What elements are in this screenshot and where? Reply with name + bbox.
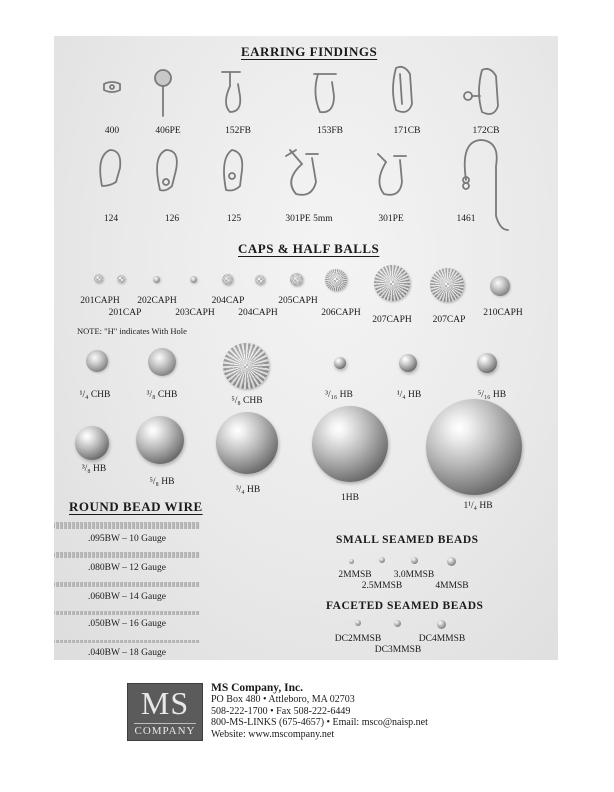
- half-ball-image: [136, 416, 184, 464]
- earring-label: 171CB: [393, 126, 421, 136]
- screw-back-earring-image: [218, 66, 248, 116]
- faceted-bead-image: [437, 620, 446, 629]
- half-ball-image: [148, 348, 176, 376]
- cap-image: [190, 276, 197, 283]
- cap-label: 203CAPH: [175, 308, 215, 318]
- cap-image: [374, 265, 410, 301]
- half-ball-image: [477, 353, 497, 373]
- half-ball-label: ³/₈ CHB: [146, 390, 178, 400]
- half-ball-label: 1¹/₄ HB: [463, 501, 493, 511]
- company-logo: [127, 683, 203, 741]
- company-phone: 508-222-1700 • Fax 508-222-6449: [211, 705, 351, 717]
- bead-wire-label: .060BW – 14 Gauge: [88, 592, 166, 602]
- company-info: [211, 683, 428, 740]
- faceted-bead-image: [394, 620, 401, 627]
- bead-wire-label: .040BW – 18 Gauge: [88, 648, 166, 658]
- cap-image: [222, 274, 233, 285]
- kidney-wire-2-image: [152, 146, 182, 194]
- cap-label: 201CAP: [108, 308, 142, 318]
- section-title-earring-findings: EARRING FINDINGS: [241, 44, 378, 59]
- half-ball-image: [426, 399, 522, 495]
- faceted-bead-label: DC2MMSB: [334, 634, 382, 644]
- cap-label: 207CAP: [432, 315, 466, 325]
- half-ball-label: ¹/₄ HB: [396, 390, 422, 400]
- cap-image: [290, 273, 303, 286]
- earring-label: 172CB: [472, 126, 500, 136]
- half-ball-image: [216, 412, 278, 474]
- seamed-bead-image: [379, 557, 385, 563]
- faceted-bead-label: DC3MMSB: [374, 645, 422, 655]
- clip-back-earring-image: [388, 64, 418, 116]
- clip-back-earring-2-image: [462, 66, 502, 118]
- company-tollfree-email[interactable]: 800-MS-LINKS (675-4657) • Email: msco@naisp.net: [211, 717, 428, 729]
- logo-company: COMPANY: [134, 725, 196, 737]
- seamed-bead-image: [447, 557, 456, 566]
- half-ball-image: [86, 350, 108, 372]
- earring-label: 301PE 5mm: [285, 214, 333, 224]
- earring-label: 400: [104, 126, 120, 136]
- bead-wire-image: [54, 552, 200, 558]
- faceted-bead-image: [355, 620, 361, 626]
- cap-image: [490, 276, 510, 296]
- bead-wire-image: [54, 582, 200, 587]
- section-title-small-seamed-beads: SMALL SEAMED BEADS: [336, 534, 479, 546]
- half-ball-image: [334, 357, 346, 369]
- cap-label: 202CAPH: [137, 296, 177, 306]
- earring-label: 406PE: [155, 126, 181, 136]
- cap-label: 204CAPH: [238, 308, 278, 318]
- half-ball-label: 1HB: [341, 493, 359, 503]
- company-website[interactable]: Website: www.mscompany.net: [211, 728, 335, 740]
- kidney-wire-image: [96, 146, 126, 190]
- seamed-bead-label: 2MMSB: [338, 570, 372, 580]
- cap-image: [430, 268, 464, 302]
- cap-label: 205CAPH: [278, 296, 318, 306]
- section-title-round-bead-wire: ROUND BEAD WIRE: [69, 499, 203, 514]
- half-ball-label: ⁵/₈ HB: [149, 477, 175, 487]
- cap-label: 204CAP: [211, 296, 245, 306]
- earring-label: 152FB: [225, 126, 251, 136]
- earring-label: 1461: [456, 214, 476, 224]
- seamed-bead-label: 4MMSB: [435, 581, 469, 591]
- bead-wire-image: [54, 522, 200, 529]
- half-ball-image: [75, 426, 109, 460]
- earring-label: 124: [103, 214, 119, 224]
- half-ball-label: ⁵/₈ CHB: [231, 396, 263, 406]
- cap-image: [117, 275, 125, 283]
- half-ball-image: [223, 343, 269, 389]
- bead-wire-label: .080BW – 12 Gauge: [88, 563, 166, 573]
- half-ball-label: ³/₄ HB: [235, 485, 261, 495]
- earring-label: 153FB: [317, 126, 343, 136]
- kidney-wire-3-image: [218, 146, 248, 194]
- screw-back-earring-2-image: [310, 68, 340, 118]
- half-ball-label: ¹/₄ CHB: [79, 390, 111, 400]
- bead-wire-label: .050BW – 16 Gauge: [88, 619, 166, 629]
- half-ball-label: ³/₈ HB: [81, 464, 107, 474]
- section-title-faceted-seamed-beads: FACETED SEAMED BEADS: [326, 600, 484, 612]
- company-address: PO Box 480 • Attleboro, MA 02703: [211, 694, 355, 706]
- earring-label: 301PE: [378, 214, 404, 224]
- earring-label: 126: [164, 214, 180, 224]
- lever-back-image: [282, 146, 326, 198]
- faceted-bead-label: DC4MMSB: [418, 634, 466, 644]
- seamed-bead-image: [411, 557, 418, 564]
- cap-label: 207CAPH: [372, 315, 412, 325]
- section-title-caps-half-balls: CAPS & HALF BALLS: [238, 241, 380, 256]
- bead-wire-label: .095BW – 10 Gauge: [88, 534, 166, 544]
- cap-image: [255, 275, 265, 285]
- cap-label: 210CAPH: [483, 308, 523, 318]
- seamed-bead-label: 3.0MMSB: [393, 570, 435, 580]
- cap-image: [325, 269, 347, 291]
- company-name: MS Company, Inc.: [211, 682, 304, 694]
- cap-image: [153, 276, 160, 283]
- lever-back-2-image: [372, 150, 412, 198]
- post-ball-earring-image: [152, 68, 176, 118]
- half-ball-label: ³/₁₆ HB: [325, 390, 353, 400]
- logo-ms: MS: [140, 685, 190, 721]
- cap-image: [94, 274, 103, 283]
- bead-wire-image: [54, 640, 200, 643]
- earring-back-image: [102, 80, 122, 94]
- seamed-bead-label: 2.5MMSB: [361, 581, 403, 591]
- seamed-bead-image: [349, 559, 354, 564]
- cap-label: 201CAPH: [80, 296, 120, 306]
- bead-wire-image: [54, 611, 200, 615]
- earring-label: 125: [226, 214, 242, 224]
- half-ball-image: [399, 354, 417, 372]
- cap-label: 206CAPH: [321, 308, 361, 318]
- hole-note: NOTE: "H" indicates With Hole: [77, 326, 187, 336]
- half-ball-image: [312, 406, 388, 482]
- half-ball-label: ⁵/₁₆ HB: [477, 390, 507, 400]
